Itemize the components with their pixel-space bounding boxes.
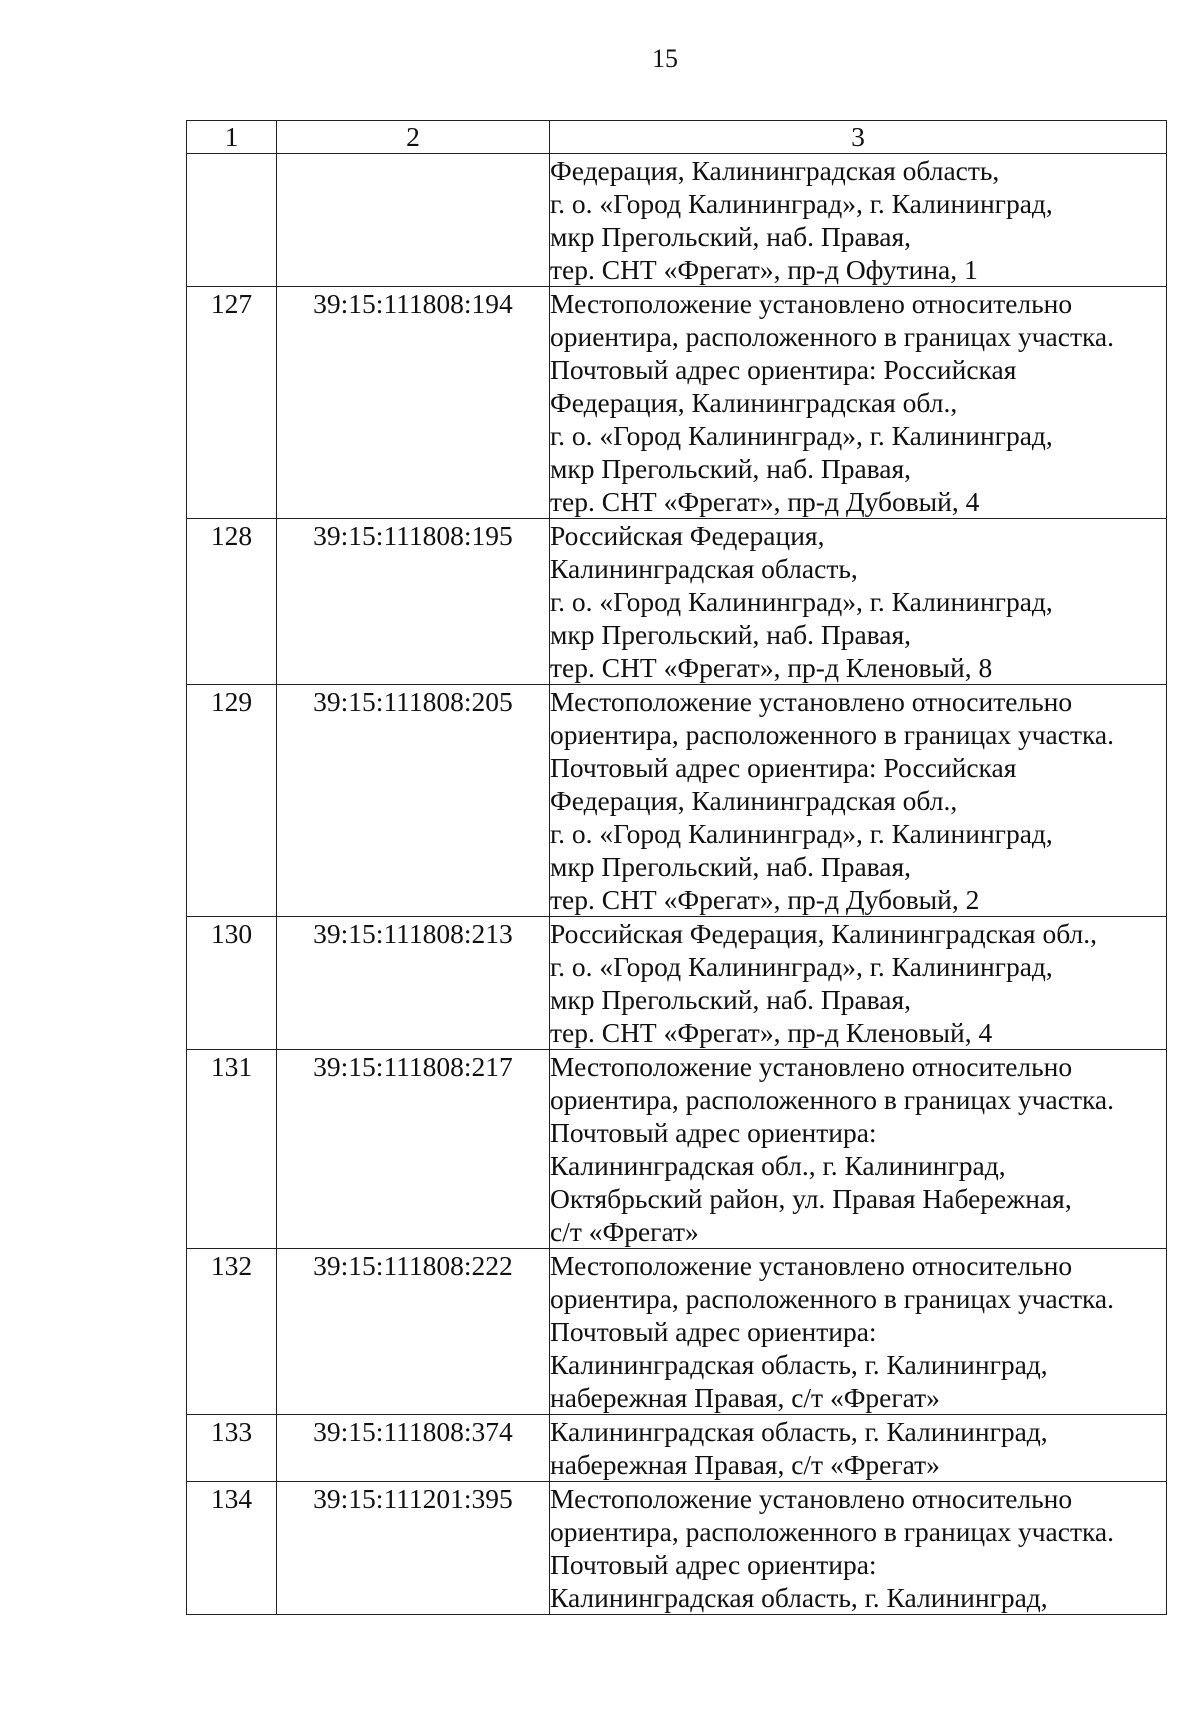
cadastral-number-cell: 39:15:111808:195 [277, 519, 550, 685]
row-number-cell: 134 [187, 1482, 277, 1615]
address-line: Калининградская область, г. Калининград, [550, 1582, 1048, 1613]
address-line: мкр Прегольский, наб. Правая, [550, 619, 912, 650]
address-line: Почтовый адрес ориентира: Российская [550, 752, 1017, 783]
address-line: ориентира, расположенного в границах участка. [550, 1084, 1114, 1115]
address-line: Почтовый адрес ориентира: [550, 1549, 877, 1580]
address-line: Почтовый адрес ориентира: [550, 1117, 877, 1148]
cadastral-number-cell: 39:15:111808:374 [277, 1415, 550, 1482]
header-col-1: 1 [187, 121, 277, 154]
address-line: Местоположение установлено относительно [550, 1250, 1073, 1281]
address-line: г. о. «Город Калининград», г. Калининград, [550, 188, 1053, 219]
address-line: г. о. «Город Калининград», г. Калининград, [550, 951, 1053, 982]
address-line: мкр Прегольский, наб. Правая, [550, 984, 912, 1015]
table-row [187, 685, 1167, 917]
address-line: мкр Прегольский, наб. Правая, [550, 221, 912, 252]
address-line: Федерация, Калининградская обл., [550, 785, 958, 816]
table-row [187, 287, 1167, 519]
address-line: Российская Федерация, Калининградская обл., [550, 918, 1097, 949]
table-row [187, 1050, 1167, 1249]
address-cell [550, 1415, 1167, 1482]
address-cell [550, 519, 1167, 685]
row-number-cell: 127 [187, 287, 277, 519]
row-number-cell [187, 154, 277, 287]
address-line: Калининградская область, г. Калининград, [550, 1349, 1048, 1380]
address-line: ориентира, расположенного в границах участка. [550, 1516, 1114, 1547]
address-line: ориентира, расположенного в границах участка. [550, 321, 1114, 352]
row-number-cell: 129 [187, 685, 277, 917]
cadastral-number-cell: 39:15:111808:217 [277, 1050, 550, 1249]
address-line: Федерация, Калининградская обл., [550, 387, 958, 418]
cadastral-number-cell [277, 154, 550, 287]
address-line: Октябрьский район, ул. Правая Набережная, [550, 1183, 1072, 1214]
address-line: тер. СНТ «Фрегат», пр-д Кленовый, 4 [550, 1017, 993, 1048]
address-line: Местоположение установлено относительно [550, 1051, 1073, 1082]
table-row [187, 1482, 1167, 1615]
address-line: набережная Правая, с/т «Фрегат» [550, 1449, 940, 1480]
cadastral-number-cell: 39:15:111201:395 [277, 1482, 550, 1615]
address-line: Местоположение установлено относительно [550, 686, 1073, 717]
address-line: Калининградская область, [550, 553, 858, 584]
header-col-3: 3 [550, 121, 1167, 154]
row-number-cell: 131 [187, 1050, 277, 1249]
address-line: Местоположение установлено относительно [550, 1483, 1073, 1514]
cadastral-number-cell: 39:15:111808:205 [277, 685, 550, 917]
address-cell [550, 685, 1167, 917]
address-line: мкр Прегольский, наб. Правая, [550, 851, 912, 882]
address-line: мкр Прегольский, наб. Правая, [550, 453, 912, 484]
address-line: г. о. «Город Калининград», г. Калининград, [550, 818, 1053, 849]
header-col-2: 2 [277, 121, 550, 154]
row-number-cell: 130 [187, 917, 277, 1050]
address-cell [550, 1249, 1167, 1415]
address-line: тер. СНТ «Фрегат», пр-д Офутина, 1 [550, 254, 978, 285]
table-row [187, 154, 1167, 287]
parcel-table [186, 120, 1167, 1615]
address-line: г. о. «Город Калининград», г. Калининград, [550, 586, 1053, 617]
address-line: тер. СНТ «Фрегат», пр-д Дубовый, 4 [550, 486, 980, 517]
address-cell [550, 917, 1167, 1050]
row-number-cell: 128 [187, 519, 277, 685]
row-number-cell: 132 [187, 1249, 277, 1415]
row-number-cell: 133 [187, 1415, 277, 1482]
address-line: тер. СНТ «Фрегат», пр-д Дубовый, 2 [550, 884, 980, 915]
cadastral-number-cell: 39:15:111808:194 [277, 287, 550, 519]
address-line: Местоположение установлено относительно [550, 288, 1073, 319]
address-line: Калининградская обл., г. Калининград, [550, 1150, 1006, 1181]
cadastral-number-cell: 39:15:111808:222 [277, 1249, 550, 1415]
cadastral-number-cell: 39:15:111808:213 [277, 917, 550, 1050]
address-line: Почтовый адрес ориентира: Российская [550, 354, 1017, 385]
table-row [187, 917, 1167, 1050]
table-row [187, 1249, 1167, 1415]
table-body [187, 154, 1167, 1615]
address-cell [550, 287, 1167, 519]
address-line: Калининградская область, г. Калининград, [550, 1416, 1048, 1447]
address-cell [550, 1050, 1167, 1249]
address-line: набережная Правая, с/т «Фрегат» [550, 1382, 940, 1413]
address-line: Почтовый адрес ориентира: [550, 1316, 877, 1347]
address-line: Российская Федерация, [550, 520, 825, 551]
address-cell [550, 154, 1167, 287]
table-header [187, 121, 1167, 154]
address-line: тер. СНТ «Фрегат», пр-д Кленовый, 8 [550, 652, 993, 683]
page-number: 15 [652, 44, 678, 73]
address-line: с/т «Фрегат» [550, 1216, 699, 1247]
address-cell [550, 1482, 1167, 1615]
address-line: ориентира, расположенного в границах участка. [550, 1283, 1114, 1314]
address-line: г. о. «Город Калининград», г. Калининград, [550, 420, 1053, 451]
address-line: Федерация, Калининградская область, [550, 155, 1000, 186]
table-row [187, 519, 1167, 685]
address-line: ориентира, расположенного в границах участка. [550, 719, 1114, 750]
table-row [187, 1415, 1167, 1482]
